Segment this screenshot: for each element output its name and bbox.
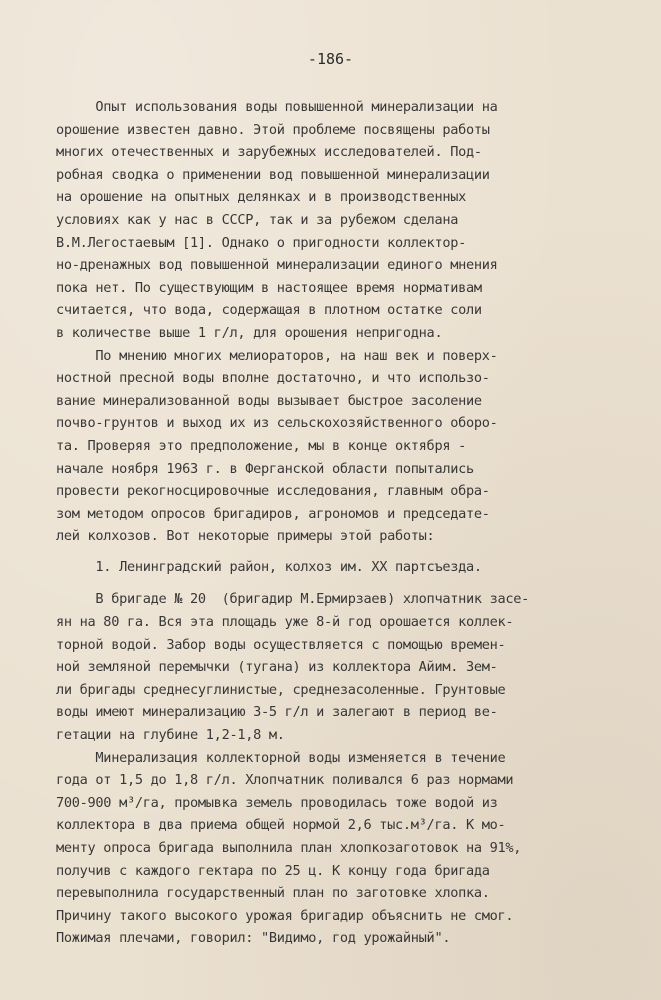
text-line: робная сводка о применении вод повышенной минерализации: [56, 166, 490, 183]
text-line: на орошение на опытных делянках и в производственных: [56, 189, 466, 206]
text-line: Опыт использования воды повышенной минерализации на: [56, 99, 498, 115]
text-line: Причину такого высокого урожая бригадир объяснить не смог.: [56, 907, 514, 924]
text-line: года от 1,5 до 1,8 г/л. Хлопчатник поливался 6 раз нормами: [56, 772, 514, 789]
text-line: Пожимая плечами, говорил: "Видимо, год урожайный".: [56, 930, 451, 947]
paragraph-2: [56, 345, 616, 548]
section-heading: [56, 556, 616, 579]
page-number: -186-: [307, 50, 354, 68]
text-line: пока нет. По существующим в настоящее время нормативам: [56, 279, 482, 296]
text-line: орошение известен давно. Этой проблеме посвящены работы: [56, 121, 490, 138]
text-line: Минерализация коллекторной воды изменяется в течение: [56, 749, 506, 766]
text-line: гетации на глубине 1,2-1,8 м.: [56, 727, 285, 744]
text-line: По мнению многих мелиораторов, на наш век и поверх-: [56, 347, 498, 364]
text-line: коллектора в два приема общей нормой 2,6 тыс.м³/га. К мо-: [56, 817, 506, 834]
body-text: [56, 96, 616, 950]
text-line: ли бригады среднесуглинистые, среднезасоленные. Грунтовые: [56, 681, 506, 698]
text-line: вание минерализованной воды вызывает быстрое засоление: [56, 392, 482, 409]
text-line: воды имеют минерализацию 3-5 г/л и залегают в период ве-: [56, 704, 498, 721]
text-line: перевыполнила государственный план по заготовке хлопка.: [56, 885, 490, 902]
text-line: зом методом опросов бригадиров, агрономов и председате-: [56, 505, 490, 522]
text-line: многих отечественных и зарубежных исследователей. Под-: [56, 144, 482, 161]
text-line: В.М.Легостаевым [1]. Однако о пригодности коллектор-: [56, 234, 466, 251]
text-line: торной водой. Забор воды осуществляется с помощью времен-: [56, 636, 506, 653]
text-line: 700-900 м³/га, промывка земель проводилась тоже водой из: [56, 794, 498, 811]
text-line: 1. Ленинградский район, колхоз им. XX партсъезда.: [56, 558, 482, 575]
paragraph-3: [56, 588, 616, 746]
text-line: провести рекогносцировочные исследования, главным обра-: [56, 483, 490, 500]
text-line: условиях как у нас в СССР, так и за рубежом сделана: [56, 211, 459, 228]
text-line: ян на 80 га. Вся эта площадь уже 8-й год орошается коллек-: [56, 614, 514, 631]
text-line: лей колхозов. Вот некоторые примеры этой работы:: [56, 528, 435, 545]
text-line: почво-грунтов и выход их из сельскохозяйственного оборо-: [56, 415, 498, 432]
text-line: начале ноября 1963 г. в Ферганской области попытались: [56, 460, 474, 477]
text-line: ностной пресной воды вполне достаточно, и что использо-: [56, 370, 490, 387]
text-line: та. Проверяя это предположение, мы в конце октября -: [56, 437, 466, 454]
text-line: В бригаде № 20 (бригадир М.Ермирзаев) хлопчатник засе-: [56, 591, 530, 608]
paragraph-4: [56, 747, 616, 950]
text-line: в количестве выше 1 г/л, для орошения непригодна.: [56, 324, 443, 341]
text-line: считается, что вода, содержащая в плотном остатке соли: [56, 302, 482, 319]
text-line: менту опроса бригада выполнила план хлопкозаготовок на 91%,: [56, 840, 522, 856]
text-line: получив с каждого гектара по 25 ц. К концу года бригада: [56, 862, 490, 879]
text-line: ной земляной перемычки (тугана) из коллектора Айим. Зем-: [56, 659, 498, 676]
paragraph-1: [56, 96, 616, 345]
text-line: но-дренажных вод повышенной минерализации единого мнения: [56, 257, 498, 274]
